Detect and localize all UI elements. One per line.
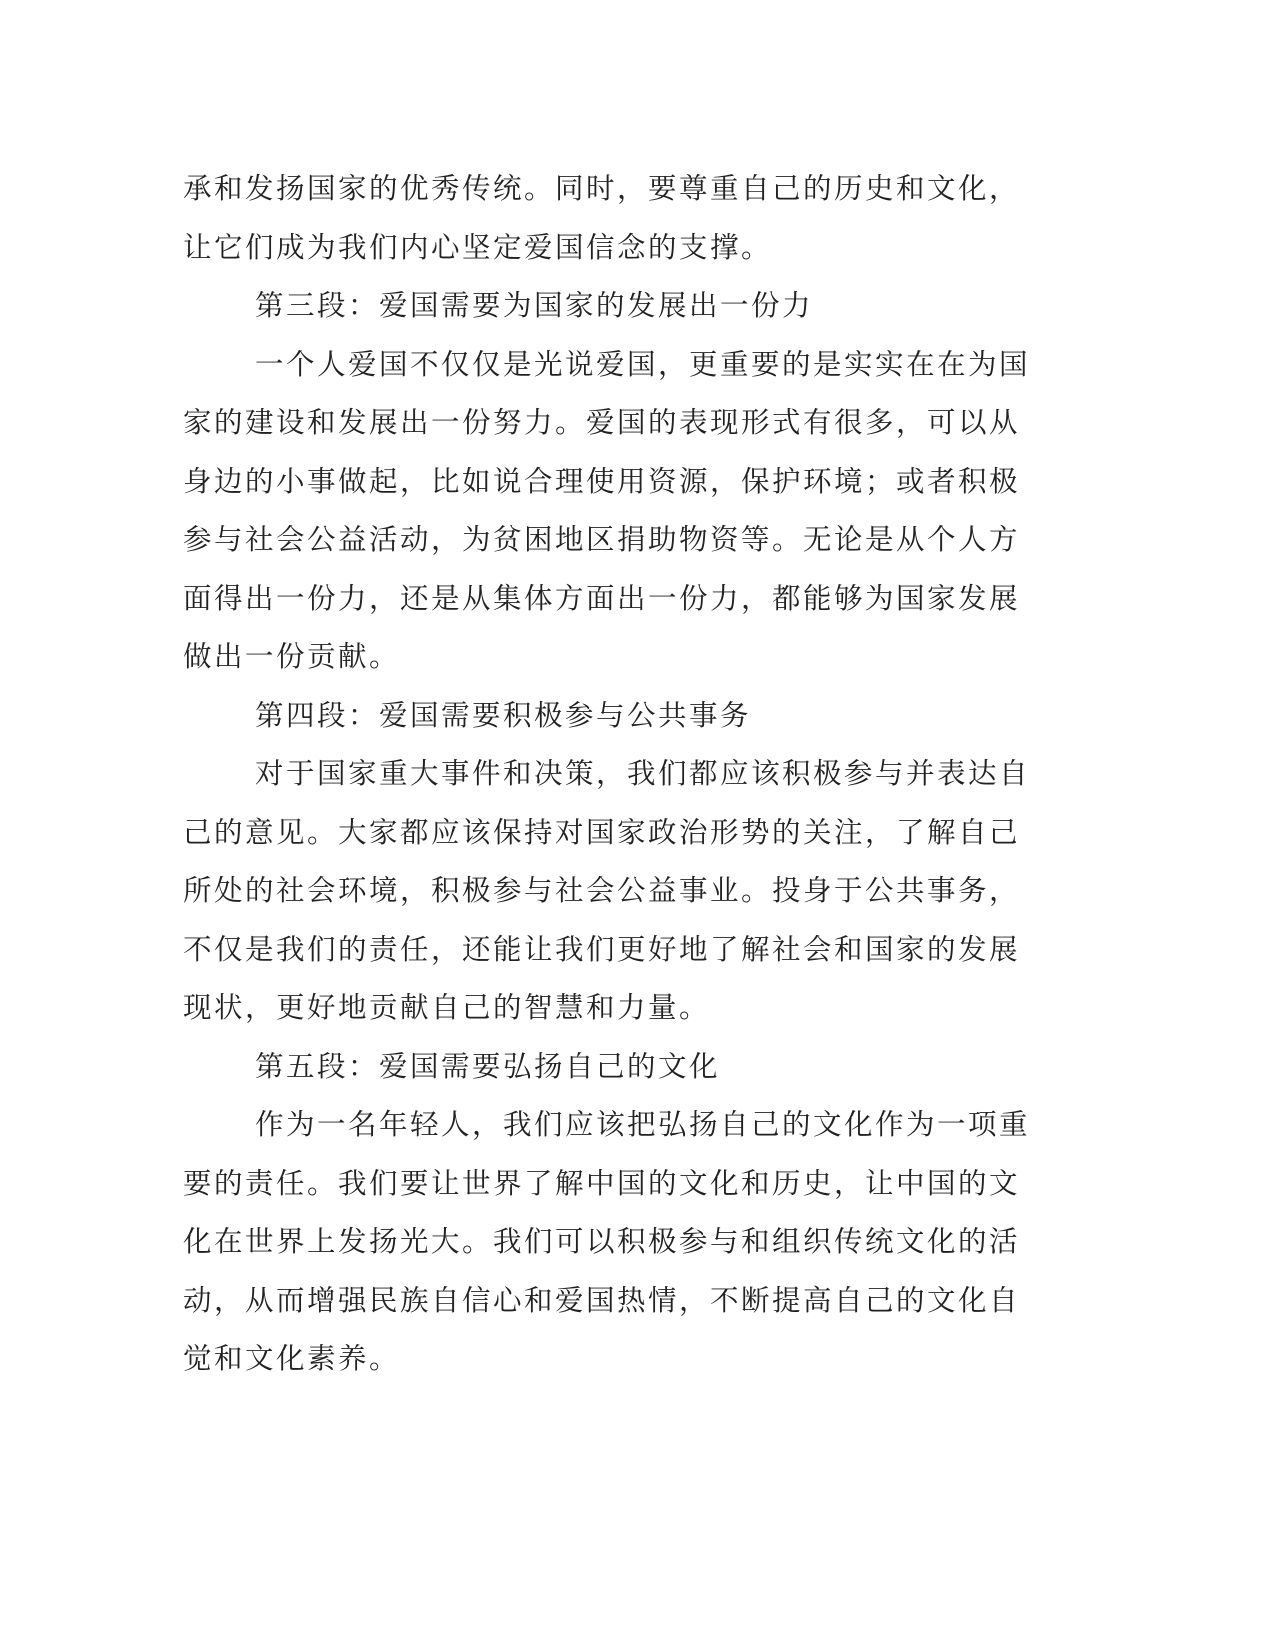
section-heading-5: 第五段：爱国需要弘扬自己的文化: [255, 1049, 721, 1083]
paragraph-section-5: 作为一名年轻人，我们应该把弘扬自己的文化作为一项重要的责任。我们要让世界了解中国的文化和历史，让中国的文化在世界上发扬光大。我们可以积极参与和组织传统文化的活动，从而增强民族自信心和爱国热情，不断提高自己的文化自觉和文化素养。: [183, 1108, 1031, 1375]
paragraph-continuation: 承和发扬国家的优秀传统。同时，要尊重自己的历史和文化，让它们成为我们内心坚定爱国信念的支撑。: [183, 172, 1021, 264]
paragraph-section-4: 对于国家重大事件和决策，我们都应该积极参与并表达自己的意见。大家都应该保持对国家政治形势的关注，了解自己所处的社会环境，积极参与社会公益事业。投身于公共事务，不仅是我们的责任，还能让我们更好地了解社会和国家的发展现状，更好地贡献自己的智慧和力量。: [183, 757, 1031, 1024]
paragraph-section-3: 一个人爱国不仅仅是光说爱国，更重要的是实实在在为国家的建设和发展出一份努力。爱国的表现形式有很多，可以从身边的小事做起，比如说合理使用资源，保护环境；或者积极参与社会公益活动，为贫困地区捐助物资等。无论是从个人方面得出一份力，还是从集体方面出一份力，都能够为国家发展做出一份贡献。: [183, 347, 1031, 673]
document-body: [183, 160, 1043, 1389]
section-heading-3: 第三段：爱国需要为国家的发展出一份力: [255, 289, 814, 322]
section-heading-4: 第四段：爱国需要积极参与公共事务: [255, 698, 752, 732]
